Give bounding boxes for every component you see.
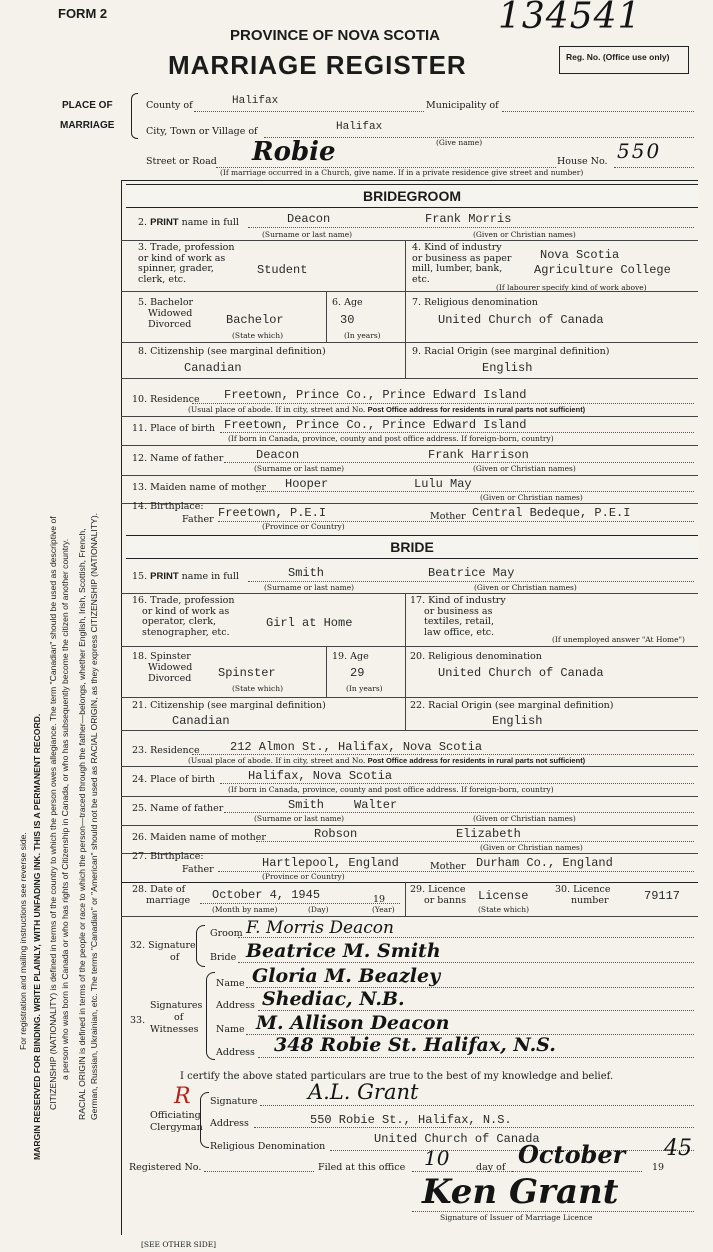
groom-signature: F. Morris Deacon xyxy=(246,918,394,938)
date-note-day: (Day) xyxy=(308,905,329,914)
bridegroom-section-heading: BRIDEGROOM xyxy=(126,184,698,208)
rule xyxy=(121,825,698,826)
rule xyxy=(204,1171,314,1172)
rule xyxy=(260,1105,694,1106)
rule xyxy=(220,432,694,433)
groom-racial-value: English xyxy=(482,361,533,375)
bride-mother-given-note: (Given or Christian names) xyxy=(480,843,583,852)
rule xyxy=(326,291,327,342)
bride-mother-given: Elizabeth xyxy=(456,827,521,841)
groom-religion-label: 7. Religious denomination xyxy=(412,297,538,308)
street-label: Street or Road xyxy=(146,156,217,167)
municipality-line xyxy=(502,111,694,112)
marriage-date-value: October 4, 1945 xyxy=(212,888,321,902)
rule xyxy=(220,783,694,784)
groom-father-surname-note: (Surname or last name) xyxy=(254,464,345,473)
place-of-label: PLACE OF xyxy=(62,100,113,111)
rule xyxy=(405,646,406,697)
witness1-address: Shediac, N.B. xyxy=(262,988,405,1010)
w2-address-label: Address xyxy=(216,1047,255,1058)
rule xyxy=(121,445,698,446)
rule xyxy=(256,841,694,842)
groom-religion-value: United Church of Canada xyxy=(438,313,604,327)
clergy-religion-value: United Church of Canada xyxy=(374,1132,540,1146)
bride-given-names: Beatrice May xyxy=(428,566,515,580)
clergy-signature-label: Signature xyxy=(210,1096,258,1107)
margin-line-5: RACIAL ORIGIN is defined in terms of the people or race to which the person—traced through the father—belongs, whether English, Irish, Scottish, French, xyxy=(77,528,87,1120)
rule xyxy=(121,697,698,698)
groom-father-given: Frank Harrison xyxy=(428,448,529,462)
bride-mother-bp-label: Mother xyxy=(430,861,466,872)
city-note: (Give name) xyxy=(436,138,483,147)
certification-text: I certify the above stated particulars are true to the best of my knowledge and belief. xyxy=(180,1071,614,1082)
rule xyxy=(121,730,698,731)
rule xyxy=(121,882,698,883)
witnesses-bracket xyxy=(206,972,215,1060)
w1-name-label: Name xyxy=(216,978,245,989)
groom-given-names: Frank Morris xyxy=(425,212,512,226)
form-number: FORM 2 xyxy=(58,6,108,21)
bride-industry-note: (If unemployed answer "At Home") xyxy=(552,635,685,644)
bride-father-birthplace: Hartlepool, England xyxy=(262,856,399,870)
form-top-border xyxy=(121,180,698,181)
w1-address-label: Address xyxy=(216,1000,255,1011)
groom-age-note: (In years) xyxy=(344,331,381,340)
filed-day: 10 xyxy=(424,1146,450,1170)
bride-name-label: 15. PRINT name in full xyxy=(132,571,239,582)
groom-father-surname: Deacon xyxy=(256,448,300,462)
w2-name-label: Name xyxy=(216,1024,245,1035)
street-value: Robie xyxy=(252,137,336,167)
rule xyxy=(326,646,327,697)
witness2-name: M. Allison Deacon xyxy=(256,1012,450,1034)
margin-line-2: MARGIN RESERVED FOR BINDING. WRITE PLAINLY, WITH UNFADING INK. THIS IS A PERMANENT RECORD. xyxy=(32,713,42,1160)
bride-signature-label: Bride xyxy=(210,952,237,963)
rule xyxy=(412,1211,694,1212)
bride-section-heading: BRIDE xyxy=(126,535,698,559)
province-heading: PROVINCE OF NOVA SCOTIA xyxy=(230,27,441,44)
groom-mother-surname: Hooper xyxy=(285,477,329,491)
bride-residence-value: 212 Almon St., Halifax, Nova Scotia xyxy=(230,740,483,754)
bride-father-surname-note: (Surname or last name) xyxy=(254,814,345,823)
issuer-signature: Ken Grant xyxy=(422,1172,619,1212)
rule xyxy=(121,378,698,379)
groom-racial-label: 9. Racial Origin (see marginal definition) xyxy=(412,346,610,357)
groom-trade-label: 3. Trade, profession or kind of work as spinner, grader, clerk, etc. xyxy=(138,242,235,285)
licence-number-label: 30. Licence number xyxy=(555,884,611,906)
clergy-bracket xyxy=(200,1092,209,1148)
rule xyxy=(121,593,698,594)
bride-religion-value: United Church of Canada xyxy=(438,666,604,680)
rule xyxy=(330,1150,694,1151)
clergy-religion-label: Religious Denomination xyxy=(210,1141,326,1152)
rule xyxy=(248,581,694,582)
groom-trade-value: Student xyxy=(257,263,308,277)
bride-birthplace-parents-label: 27. Birthplace: Father xyxy=(132,851,214,875)
see-other-side: [SEE OTHER SIDE] xyxy=(141,1240,217,1249)
filed-month: October xyxy=(518,1140,626,1169)
witnesses-label: Signatures of Witnesses xyxy=(150,1000,203,1035)
registered-number-label: Registered No. xyxy=(129,1162,202,1173)
groom-age-value: 30 xyxy=(340,313,355,327)
house-label: House No. xyxy=(557,156,608,167)
groom-residence-note-bold: Post Office address for residents in rural parts not sufficient) xyxy=(367,405,586,414)
rule xyxy=(192,403,694,404)
bride-status-label: 18. Spinster Widowed Divorced xyxy=(132,651,193,684)
licence-number-value: 79117 xyxy=(644,889,681,903)
rule xyxy=(405,697,406,730)
groom-citizenship-label: 8. Citizenship (see marginal definition) xyxy=(138,346,326,357)
rule xyxy=(121,766,698,767)
rule xyxy=(405,342,406,378)
groom-birthplace-value: Freetown, Prince Co., Prince Edward Island xyxy=(224,418,527,432)
bride-age-label: 19. Age xyxy=(332,651,369,662)
filed-year-prefix: 19 xyxy=(652,1162,665,1173)
groom-status-value: Bachelor xyxy=(226,313,284,327)
rule xyxy=(256,491,694,492)
groom-mother-label: 13. Maiden name of mother xyxy=(132,482,266,493)
groom-industry-line1: Nova Scotia xyxy=(540,248,620,262)
groom-birthplace-note: (If born in Canada, province, county and post office address. If foreign-born, country) xyxy=(228,434,554,443)
form-left-border xyxy=(121,180,122,1235)
rule xyxy=(224,462,694,463)
margin-line-1: For registration and mailing instructions see reverse side. xyxy=(18,832,28,1050)
marriage-year-prefix: 19 xyxy=(373,894,386,905)
groom-bp-note: (Province or Country) xyxy=(262,522,345,531)
rule xyxy=(405,882,406,916)
bride-age-value: 29 xyxy=(350,666,365,680)
rule xyxy=(121,916,698,917)
marriage-label: MARRIAGE xyxy=(60,120,115,131)
marriage-date-label: 28. Date of marriage xyxy=(132,884,191,906)
groom-birthplace-parents-label: 14. Birthplace: Father xyxy=(132,501,214,525)
witness2-address: 348 Robie St. Halifax, N.S. xyxy=(274,1034,556,1056)
city-label: City, Town or Village of xyxy=(146,126,258,137)
licence-type-label: 29. Licence or banns xyxy=(410,884,467,906)
bride-father-given: Walter xyxy=(354,798,398,812)
bride-given-note: (Given or Christian names) xyxy=(474,583,577,592)
rule xyxy=(258,1010,694,1011)
licence-type-value: License xyxy=(478,889,529,903)
rule xyxy=(121,342,698,343)
groom-residence-value: Freetown, Prince Co., Prince Edward Island xyxy=(224,388,527,402)
date-note-year: (Year) xyxy=(372,905,395,914)
bride-status-value: Spinster xyxy=(218,666,276,680)
rule xyxy=(405,593,406,646)
bride-residence-note-bold: Post Office address for residents in rural parts not sufficient) xyxy=(367,756,586,765)
bride-status-note: (State which) xyxy=(232,684,283,693)
groom-birthplace-label: 11. Place of birth xyxy=(132,423,216,434)
groom-residence-label: 10. Residence xyxy=(132,394,200,405)
bride-racial-value: English xyxy=(492,714,543,728)
bride-birthplace-value: Halifax, Nova Scotia xyxy=(248,769,393,783)
groom-father-given-note: (Given or Christian names) xyxy=(473,464,576,473)
city-value: Halifax xyxy=(336,121,383,133)
day-of-label: day of xyxy=(476,1162,506,1173)
witness1-name: Gloria M. Beazley xyxy=(252,965,441,987)
margin-line-4: a person who was born in Canada or who has rights of Citizenship in Canada, or who has subsequently become the citizen of another country. xyxy=(60,538,70,1080)
rule xyxy=(121,796,698,797)
rule xyxy=(405,240,406,291)
bride-trade-value: Girl at Home xyxy=(266,616,353,630)
groom-given-note: (Given or Christian names) xyxy=(473,230,576,239)
bride-citizenship-label: 21. Citizenship (see marginal definition) xyxy=(132,700,326,711)
groom-name-line xyxy=(248,227,694,228)
bride-father-surname: Smith xyxy=(288,798,325,812)
bride-citizenship-value: Canadian xyxy=(172,714,230,728)
groom-age-label: 6. Age xyxy=(332,297,363,308)
margin-line-6: German, Russian, Ukrainian, etc. The terms "Canadian" or "American" should not be used as RACIAL ORIGIN, as they express CITIZENSHIP (NATIONALITY). xyxy=(89,513,99,1120)
groom-industry-line2: Agriculture College xyxy=(534,263,671,277)
bride-father-given-note: (Given or Christian names) xyxy=(473,814,576,823)
couple-signature-bracket xyxy=(196,925,205,967)
officiating-clergyman-label: Officiating Clergyman xyxy=(150,1110,203,1133)
reg-number-box xyxy=(559,46,689,74)
rule xyxy=(258,1057,694,1058)
rule xyxy=(121,416,698,417)
rule xyxy=(121,240,698,241)
groom-name-label: 2. PRINT name in full xyxy=(138,217,239,228)
bride-birthplace-note: (If born in Canada, province, county and post office address. If foreign-born, country) xyxy=(228,785,554,794)
house-line xyxy=(614,167,694,168)
groom-father-label: 12. Name of father xyxy=(132,453,224,464)
groom-residence-note: (Usual place of abode. If in city, street and No. xyxy=(188,405,366,414)
rule xyxy=(121,646,698,647)
groom-mother-given-note: (Given or Christian names) xyxy=(480,493,583,502)
issuer-signature-note: Signature of Issuer of Marriage Licence xyxy=(440,1213,593,1222)
clergy-address-value: 550 Robie St., Halifax, N.S. xyxy=(310,1113,512,1127)
red-check-mark: R xyxy=(174,1084,191,1109)
rule xyxy=(121,291,698,292)
bride-mother-surname: Robson xyxy=(314,827,358,841)
filed-year: 45 xyxy=(664,1136,692,1161)
groom-mother-given: Lulu May xyxy=(414,477,472,491)
groom-status-label: 5. Bachelor Widowed Divorced xyxy=(138,297,194,330)
bride-mother-label: 26. Maiden name of mother xyxy=(132,832,266,843)
bride-residence-note: (Usual place of abode. If in city, street and No. xyxy=(188,756,366,765)
rule xyxy=(405,291,406,342)
bride-birthplace-label: 24. Place of birth xyxy=(132,774,216,785)
county-value: Halifax xyxy=(232,95,279,107)
groom-surname-note: (Surname or last name) xyxy=(262,230,353,239)
groom-industry-label: 4. Kind of industry or business as paper mill, lumber, bank, etc. xyxy=(412,242,512,285)
clergy-signature: A.L. Grant xyxy=(308,1080,419,1104)
bride-age-note: (In years) xyxy=(346,684,383,693)
clergy-address-label: Address xyxy=(210,1118,249,1129)
bride-bp-note: (Province or Country) xyxy=(262,872,345,881)
reg-number-box-label: Reg. No. (Office use only) xyxy=(566,52,670,62)
rule xyxy=(238,962,694,963)
bride-surname: Smith xyxy=(288,566,325,580)
county-line xyxy=(194,111,424,112)
page-title: MARRIAGE REGISTER xyxy=(168,50,467,80)
rule xyxy=(224,812,694,813)
date-note-month: (Month by name) xyxy=(212,905,278,914)
bride-racial-label: 22. Racial Origin (see marginal definition) xyxy=(410,700,614,711)
bride-trade-label: 16. Trade, profession or kind of work as operator, clerk, stenographer, etc. xyxy=(132,595,235,638)
municipality-label: Municipality of xyxy=(426,100,499,111)
groom-signature-label: Groom xyxy=(210,928,243,939)
margin-line-3: CITIZENSHIP (NATIONALITY) is defined in terms of the country to which the person owes allegiance. The term "Canadian" should be used as descriptive of xyxy=(48,516,58,1110)
handwritten-register-number: 134541 xyxy=(498,0,642,37)
rule xyxy=(254,1127,694,1128)
groom-industry-note: (If labourer specify kind of work above) xyxy=(496,283,647,292)
bride-industry-label: 17. Kind of industry or business as textiles, retail, law office, etc. xyxy=(410,595,506,638)
bride-surname-note: (Surname or last name) xyxy=(264,583,355,592)
place-bracket xyxy=(131,93,138,139)
groom-citizenship-value: Canadian xyxy=(184,361,242,375)
groom-mother-bp-label: Mother xyxy=(430,511,466,522)
rule xyxy=(200,903,400,904)
licence-type-note: (State which) xyxy=(478,905,529,914)
place-note: (If marriage occurred in a Church, give name. If in a private residence give street and number) xyxy=(220,168,584,177)
witnesses-number: 33. xyxy=(130,1015,146,1026)
groom-status-note: (State which) xyxy=(232,331,283,340)
bride-father-label: 25. Name of father xyxy=(132,803,224,814)
groom-father-birthplace: Freetown, P.E.I xyxy=(218,506,327,520)
bride-signature: Beatrice M. Smith xyxy=(246,940,441,962)
house-value: 550 xyxy=(617,139,662,163)
bride-residence-label: 23. Residence xyxy=(132,745,200,756)
county-label: County of xyxy=(146,100,193,111)
groom-surname: Deacon xyxy=(287,212,331,226)
rule xyxy=(192,754,694,755)
rule xyxy=(121,475,698,476)
couple-signature-label: 32. Signature of xyxy=(130,940,196,963)
bride-mother-birthplace: Durham Co., England xyxy=(476,856,613,870)
groom-mother-birthplace: Central Bedeque, P.E.I xyxy=(472,506,631,520)
bride-religion-label: 20. Religious denomination xyxy=(410,651,542,662)
filed-label: Filed at this office xyxy=(318,1162,406,1173)
